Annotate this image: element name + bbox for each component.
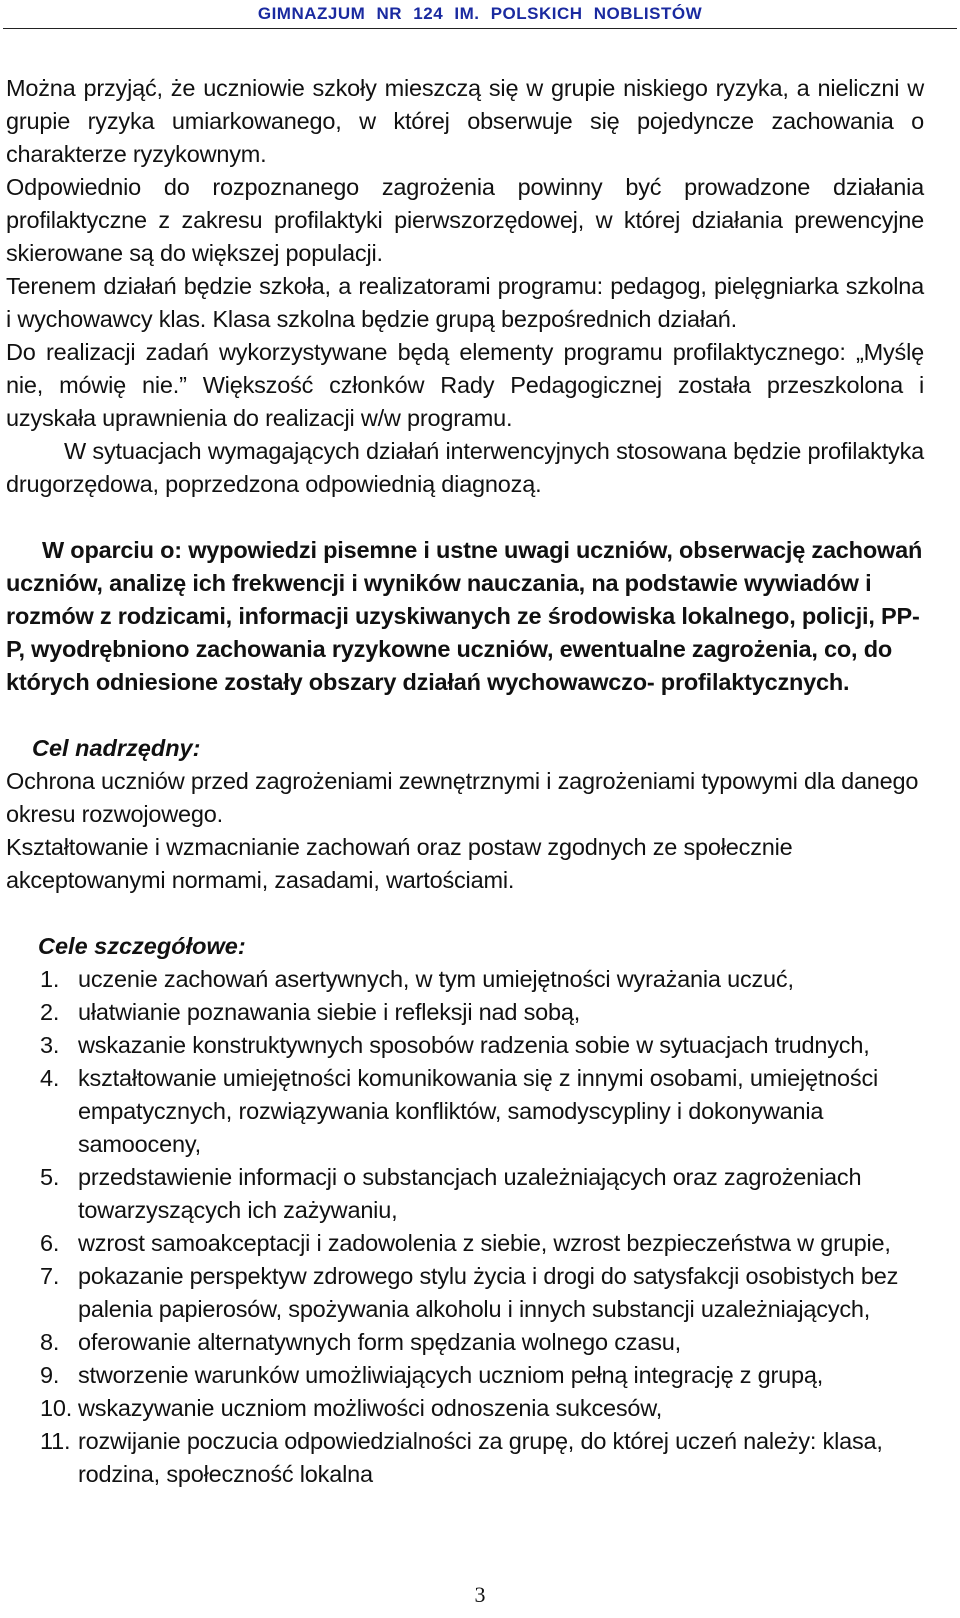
list-item-number: 6. (40, 1230, 60, 1256)
list-item-text: wskazanie konstruktywnych sposobów radzenia sobie w sytuacjach trudnych, (78, 1032, 870, 1058)
intro-paragraph-3: Terenem działań będzie szkoła, a realizatorami programu: pedagog, pielęgniarka szkolna i wychowawcy klas. Klasa szkolna będzie grupą bezpośrednich działań. (6, 273, 924, 332)
page-number: 3 (474, 1582, 486, 1607)
list-item-text: kształtowanie umiejętności komunikowania się z innymi osobami, umiejętności empatycznych, rozwiązywania konfliktów, samodyscypliny i dokonywania samooceny, (78, 1065, 879, 1157)
list-item-number: 2. (40, 999, 60, 1025)
list-item (6, 1392, 924, 1425)
specific-goals-list (6, 963, 924, 1491)
list-item-number: 10. (40, 1395, 73, 1421)
list-item-text: wzrost samoakceptacji i zadowolenia z siebie, wzrost bezpieczeństwa w grupie, (78, 1230, 891, 1256)
list-item-number: 7. (40, 1263, 60, 1289)
document-header: GIMNAZJUM NR 124 IM. POLSKICH NOBLISTÓW (257, 4, 703, 23)
intro-paragraph-4: Do realizacji zadań wykorzystywane będą elementy programu profilaktycznego: „Myślę nie, mówię nie.” Większość członków Rady Pedagogicznej została przeszkolona i uzyskała uprawnienia do realizacji w/w programu. (6, 339, 924, 431)
list-item (6, 996, 924, 1029)
list-item-number: 4. (40, 1065, 60, 1091)
list-item (6, 1425, 924, 1491)
list-item (6, 963, 924, 996)
main-goal-line-1: Ochrona uczniów przed zagrożeniami zewnętrznymi i zagrożeniami typowymi dla danego okresu rozwojowego. (6, 768, 919, 827)
list-item-text: pokazanie perspektyw zdrowego stylu życia i drogi do satysfakcji osobistych bez palenia papierosów, spożywania alkoholu i innych substancji uzależniających, (78, 1263, 899, 1322)
list-item-text: przedstawienie informacji o substancjach uzależniających oraz zagrożeniach towarzyszących ich zażywaniu, (78, 1164, 862, 1223)
list-item (6, 1062, 924, 1161)
list-item-text: rozwijanie poczucia odpowiedzialności za grupę, do której uczeń należy: klasa, rodzina, społeczność lokalna (78, 1428, 883, 1487)
list-item (6, 1029, 924, 1062)
spacer (6, 897, 924, 930)
spacer (6, 699, 924, 732)
document-body (6, 72, 924, 1491)
list-item-number: 8. (40, 1329, 60, 1355)
list-item (6, 1359, 924, 1392)
list-item-number: 3. (40, 1032, 60, 1058)
list-item-text: stworzenie warunków umożliwiających uczniom pełną integrację z grupą, (78, 1362, 824, 1388)
list-item-number: 1. (40, 966, 60, 992)
list-item-number: 9. (40, 1362, 60, 1388)
list-item (6, 1161, 924, 1227)
intro-paragraph-1: Można przyjąć, że uczniowie szkoły mieszczą się w grupie niskiego ryzyka, a nieliczni w grupie ryzyka umiarkowanego, w której obserwuje się pojedyncze zachowania o charakterze ryzykownym. (6, 75, 924, 167)
list-item (6, 1227, 924, 1260)
intro-paragraph-2: Odpowiednio do rozpoznanego zagrożenia powinny być prowadzone działania profilaktyczne z zakresu profilaktyki pierwszorzędowej, w której działania prewencyjne skierowane są do większej populacji. (6, 174, 924, 266)
header-divider (3, 28, 957, 29)
list-item-number: 11. (40, 1428, 71, 1454)
list-item-text: wskazywanie uczniom możliwości odnoszenia sukcesów, (78, 1395, 663, 1421)
main-goal-line-2: Kształtowanie i wzmacnianie zachowań oraz postaw zgodnych ze społecznie akceptowanymi normami, zasadami, wartościami. (6, 834, 793, 893)
list-item (6, 1260, 924, 1326)
list-item-text: ułatwianie poznawania siebie i refleksji nad sobą, (78, 999, 581, 1025)
intro-paragraph-5: W sytuacjach wymagających działań interwencyjnych stosowana będzie profilaktyka drugorzędowa, poprzedzona odpowiednią diagnozą. (6, 438, 924, 497)
list-item-text: oferowanie alternatywnych form spędzania wolnego czasu, (78, 1329, 681, 1355)
basis-paragraph: W oparciu o: wypowiedzi pisemne i ustne uwagi uczniów, obserwację zachowań uczniów, analizę ich frekwencji i wyników nauczania, na podstawie wywiadów i rozmów z rodzicami, informacji uzyskiwanych ze środowiska lokalnego, policji, PP-P, wyodrębniono zachowania ryzykowne uczniów, ewentualne zagrożenia, co, do których odniesione zostały obszary działań wychowawczo- profilaktycznych. (6, 537, 923, 695)
spacer (6, 501, 924, 534)
list-item-text: uczenie zachowań asertywnych, w tym umiejętności wyrażania uczuć, (78, 966, 794, 992)
list-item-number: 5. (40, 1164, 60, 1190)
main-goal-heading: Cel nadrzędny: (32, 735, 201, 761)
list-item (6, 1326, 924, 1359)
specific-goals-heading: Cele szczegółowe: (38, 933, 246, 959)
